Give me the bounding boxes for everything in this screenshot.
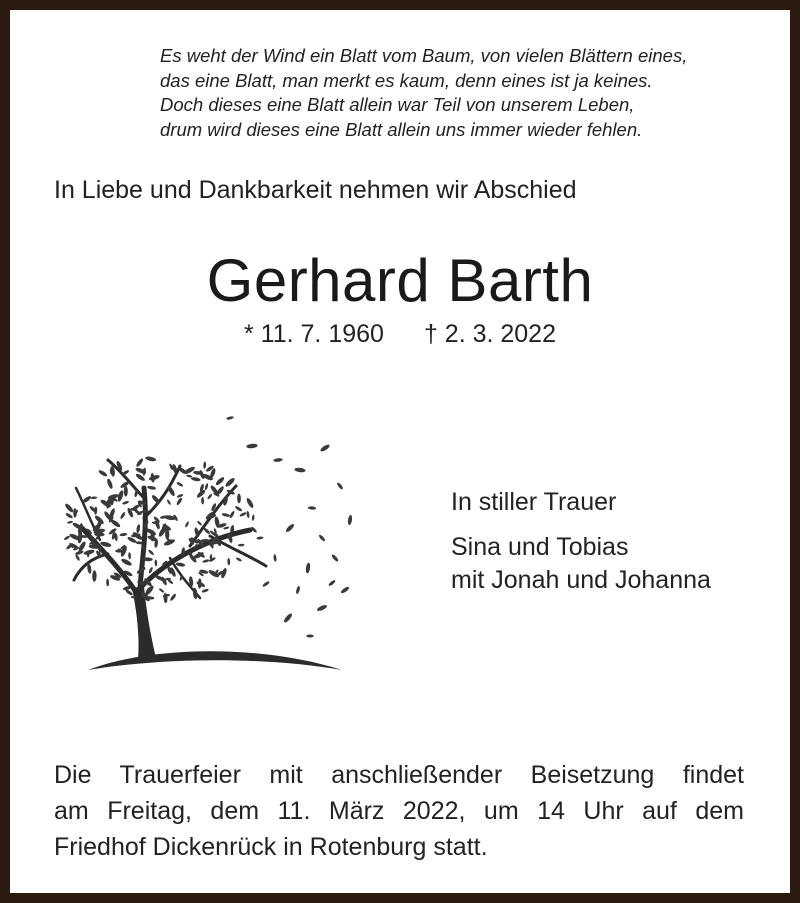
funeral-notice [54, 757, 744, 865]
tree-with-falling-leaves-icon [60, 408, 360, 678]
mourners-heading: In stiller Trauer [451, 488, 617, 516]
poem-line: Es weht der Wind ein Blatt vom Baum, von vielen Blättern eines, [160, 45, 688, 66]
poem-line: drum wird dieses eine Blatt allein uns immer wieder fehlen. [160, 118, 643, 140]
poem [160, 44, 687, 142]
life-dates [10, 320, 790, 349]
intro-text: In Liebe und Dankbarkeit nehmen wir Abschied [54, 176, 577, 204]
mourners-line: mit Jonah und Johanna [451, 566, 711, 594]
poem-line: das eine Blatt, man merkt es kaum, denn eines ist ja keines. [160, 69, 653, 91]
funeral-line: Friedhof Dickenrück in Rotenburg statt. [54, 833, 488, 861]
poem-line: Doch dieses eine Blatt allein war Teil von unserem Leben, [160, 94, 635, 115]
mourners [451, 486, 711, 597]
obituary-card [10, 10, 790, 893]
death-date: † 2. 3. 2022 [423, 320, 556, 348]
mourners-line: Sina und Tobias [451, 533, 629, 561]
funeral-line: Die Trauerfeier mit anschließender Beisetzung findet [54, 761, 744, 789]
deceased-name: Gerhard Barth [206, 247, 594, 314]
funeral-line: am Freitag, dem 11. März 2022, um 14 Uhr auf dem [54, 797, 744, 825]
birth-date: * 11. 7. 1960 [244, 320, 384, 348]
